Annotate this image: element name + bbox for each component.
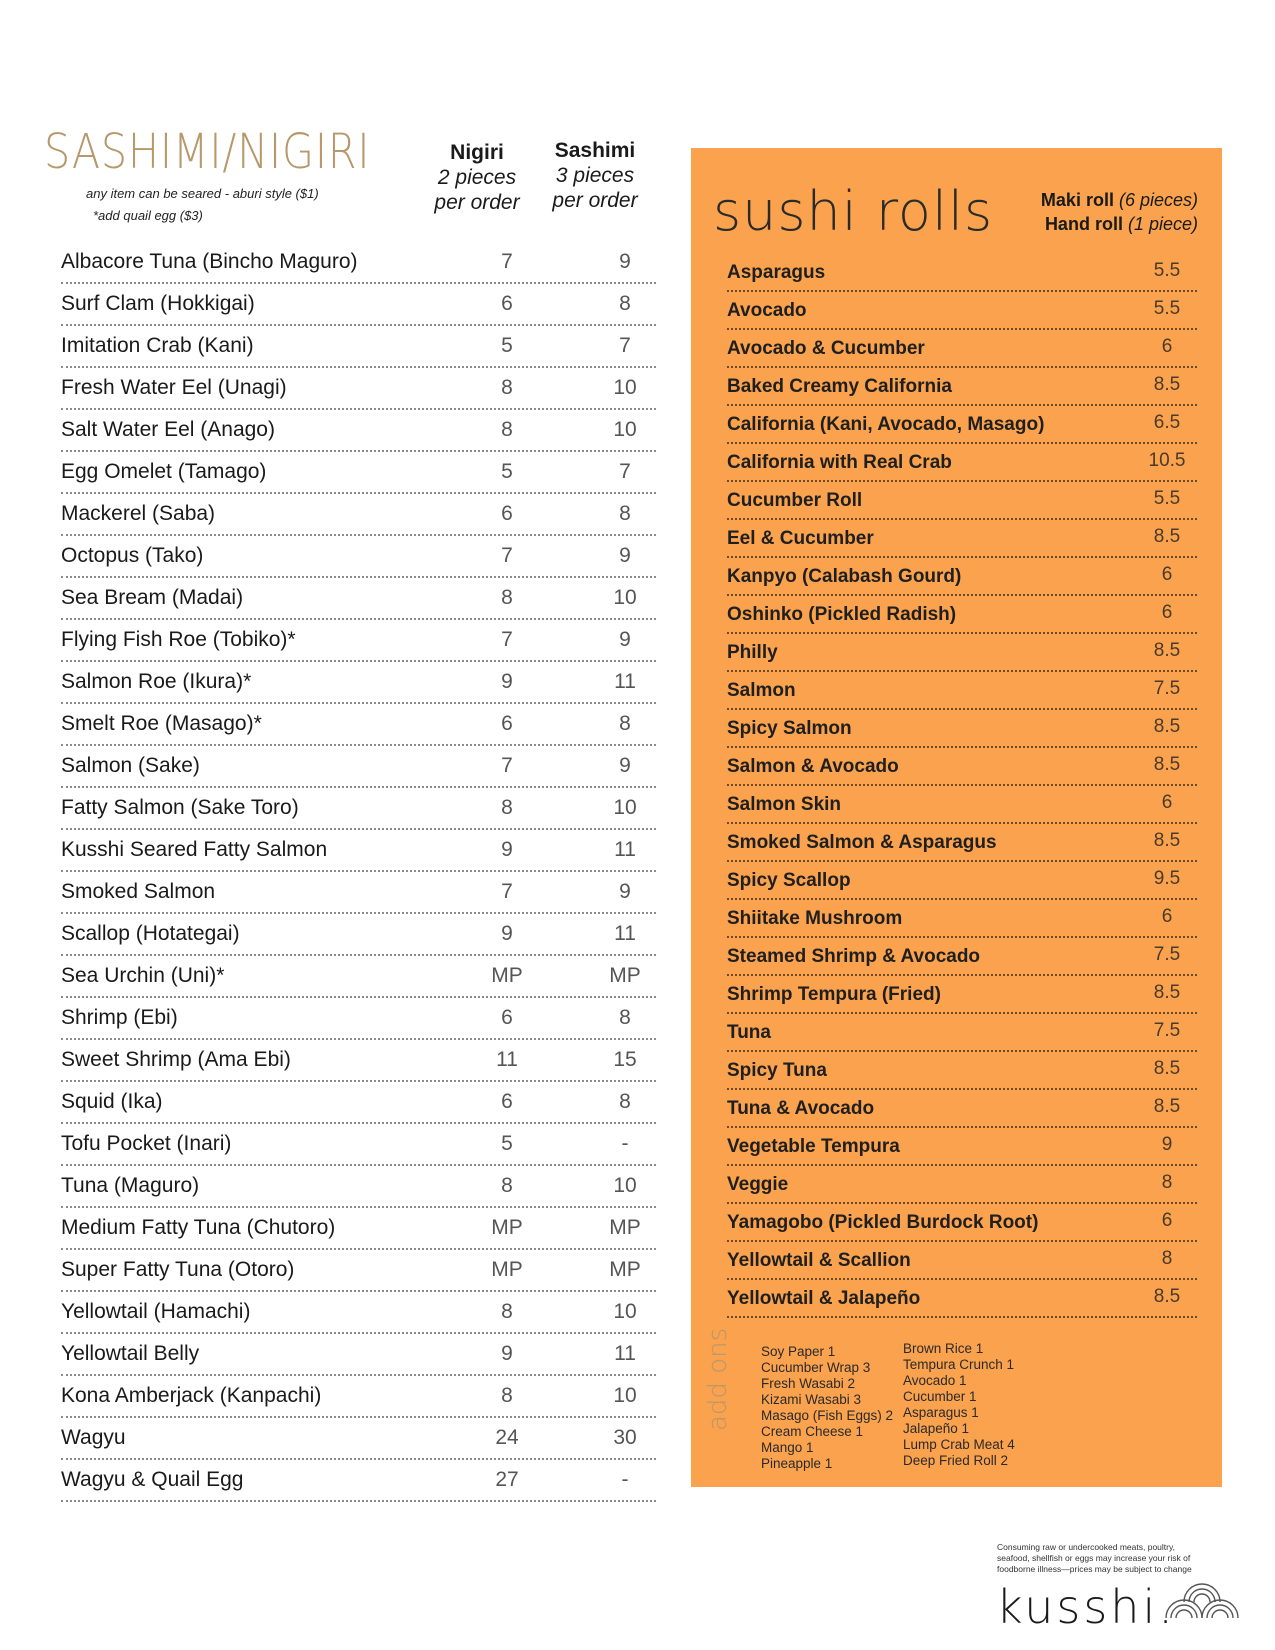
addon-item: Avocado 1 [903,1373,967,1388]
roll-price: 5.5 [1153,298,1181,319]
roll-name: Veggie [727,1174,789,1195]
sashimi-price: 11 [614,922,636,945]
roll-name: Yellowtail & Jalapeño [727,1288,921,1309]
roll-row [727,634,1197,672]
addon-item: Kizami Wasabi 3 [761,1392,862,1407]
addons-column-1 [761,1344,893,1472]
item-name: Sea Bream (Madai) [61,586,244,609]
addon-item: Deep Fried Roll 2 [903,1453,1009,1468]
roll-name: Spicy Scallop [727,870,851,891]
roll-price: 5.5 [1153,488,1181,509]
nigiri-row [61,1376,656,1418]
sashimi-price: MP [609,1258,641,1281]
roll-row [727,368,1197,406]
nigiri-row [61,620,656,662]
nigiri-price: 7 [501,628,513,651]
nigiri-price: 5 [501,1132,513,1155]
nigiri-price: 8 [501,586,513,609]
nigiri-row [61,326,656,368]
nigiri-row [61,1334,656,1376]
roll-name: Baked Creamy California [727,376,952,397]
nigiri-price: 8 [501,1384,513,1407]
maki-label: Maki roll [1040,190,1114,210]
nigiri-price: 9 [501,670,513,693]
sashimi-price: 10 [613,586,637,609]
nigiri-row [61,872,656,914]
item-name: Salt Water Eel (Anago) [61,418,275,441]
roll-name: Avocado [727,300,807,321]
sashimi-price: 8 [619,502,631,525]
addon-item: Soy Paper 1 [761,1344,836,1359]
nigiri-price: 9 [501,838,513,861]
roll-row [727,1090,1197,1128]
nigiri-row [61,704,656,746]
roll-row [727,444,1197,482]
nigiri-column-header [422,140,532,215]
hand-roll-info [1045,214,1198,235]
item-name: Sweet Shrimp (Ama Ebi) [61,1048,291,1071]
roll-name: Oshinko (Pickled Radish) [727,604,957,625]
roll-price: 8.5 [1153,1096,1181,1117]
roll-price: 8.5 [1153,716,1181,737]
nigiri-price: 8 [501,1300,513,1323]
nigiri-price: 24 [495,1426,519,1449]
nigiri-row [61,284,656,326]
sashimi-price: 11 [614,1342,636,1365]
roll-price: 8.5 [1153,1286,1181,1307]
sashimi-price: MP [609,964,641,987]
nigiri-row [61,746,656,788]
roll-name: Salmon [727,680,796,701]
roll-price: 8.5 [1153,1058,1181,1079]
item-name: Fatty Salmon (Sake Toro) [61,796,299,819]
sashimi-price: - [621,1468,629,1491]
sashimi-price: 15 [613,1048,637,1071]
roll-row [727,900,1197,938]
roll-name: Yellowtail & Scallion [727,1250,911,1271]
nigiri-price: 7 [501,880,513,903]
roll-price: 7.5 [1153,944,1181,965]
sashimi-per-order: per order [552,189,638,212]
roll-row [727,482,1197,520]
roll-row [727,292,1197,330]
nigiri-price: 11 [496,1048,518,1071]
item-name: Super Fatty Tuna (Otoro) [61,1258,295,1281]
roll-name: Steamed Shrimp & Avocado [727,946,981,967]
item-name: Surf Clam (Hokkigai) [61,292,255,315]
item-name: Smoked Salmon [61,880,216,903]
item-name: Flying Fish Roe (Tobiko)* [61,628,296,651]
sashimi-price: MP [609,1216,641,1239]
roll-price: 8.5 [1153,640,1181,661]
sushi-rolls-panel [691,148,1222,1487]
roll-row [727,1280,1197,1318]
roll-row [727,558,1197,596]
nigiri-row [61,1208,656,1250]
nigiri-row [61,494,656,536]
sashimi-price: 11 [614,670,636,693]
item-name: Albacore Tuna (Bincho Maguro) [61,250,358,273]
nigiri-price: 27 [495,1468,519,1491]
roll-row [727,1166,1197,1204]
sashimi-column-header [540,138,650,213]
hand-pieces: (1 piece) [1127,214,1198,234]
nigiri-row [61,1292,656,1334]
nigiri-row [61,1166,656,1208]
nigiri-row [61,1250,656,1292]
roll-name: Tuna [727,1022,771,1043]
nigiri-price: 8 [501,376,513,399]
sashimi-nigiri-list [61,242,656,1502]
roll-price: 6 [1161,602,1173,623]
roll-price: 5.5 [1153,260,1181,281]
nigiri-price: MP [491,1216,523,1239]
roll-price: 7.5 [1153,1020,1181,1041]
nigiri-price: 7 [501,250,513,273]
roll-name: Cucumber Roll [727,490,863,511]
item-name: Sea Urchin (Uni)* [61,964,225,987]
nigiri-row [61,410,656,452]
nigiri-row [61,578,656,620]
item-name: Medium Fatty Tuna (Chutoro) [61,1216,336,1239]
roll-row [727,748,1197,786]
nigiri-pieces: 2 pieces [437,166,517,189]
item-name: Mackerel (Saba) [61,502,216,525]
roll-row [727,824,1197,862]
roll-price: 6 [1161,792,1173,813]
nigiri-price: 6 [501,1090,513,1113]
nigiri-heading: Nigiri [450,141,504,164]
item-name: Scallop (Hotategai) [61,922,240,945]
sashimi-price: 9 [619,754,631,777]
nigiri-price: 7 [501,544,513,567]
roll-price: 8.5 [1153,982,1181,1003]
roll-row [727,786,1197,824]
nigiri-price: 9 [501,1342,513,1365]
roll-price: 6 [1161,564,1173,585]
sashimi-heading: Sashimi [554,139,636,162]
sashimi-pieces: 3 pieces [555,164,635,187]
item-name: Wagyu & Quail Egg [61,1468,244,1491]
nigiri-price: 6 [501,292,513,315]
roll-name: Spicy Salmon [727,718,852,739]
food-safety-disclaimer: Consuming raw or undercooked meats, poultry, seafood, shellfish or eggs may increase your risk of foodborne illness—prices may be subject to change [997,1542,1192,1574]
nigiri-price: 5 [501,334,513,357]
sashimi-price: 8 [619,292,631,315]
roll-price: 6 [1161,906,1173,927]
nigiri-row [61,536,656,578]
maki-roll-info [1041,190,1198,211]
nigiri-row [61,242,656,284]
sashimi-price: 9 [619,628,631,651]
item-name: Salmon Roe (Ikura)* [61,670,252,693]
roll-row [727,1014,1197,1052]
roll-name: Smoked Salmon & Asparagus [727,832,997,853]
roll-row [727,938,1197,976]
roll-row [727,520,1197,558]
kusshi-logo: kusshi. [996,1580,1176,1634]
nigiri-row [61,914,656,956]
roll-price: 8.5 [1153,754,1181,775]
nigiri-price: MP [491,964,523,987]
roll-price: 7.5 [1153,678,1181,699]
sashimi-price: 7 [619,334,631,357]
roll-name: Vegetable Tempura [727,1136,900,1157]
nigiri-row [61,1124,656,1166]
item-name: Shrimp (Ebi) [61,1006,178,1029]
roll-row [727,862,1197,900]
roll-price: 8 [1161,1248,1173,1269]
nigiri-price: 6 [501,712,513,735]
nigiri-row [61,662,656,704]
nigiri-row [61,1418,656,1460]
roll-name: California (Kani, Avocado, Masago) [727,414,1045,435]
quail-egg-note: *add quail egg ($3) [93,208,203,223]
addon-item: Cucumber 1 [903,1389,977,1404]
roll-price: 8.5 [1153,526,1181,547]
nigiri-price: 6 [501,502,513,525]
roll-price: 6 [1161,1210,1173,1231]
roll-name: Salmon & Avocado [727,756,899,777]
sashimi-price: 10 [613,376,637,399]
roll-price: 8.5 [1153,830,1181,851]
nigiri-row [61,1082,656,1124]
addon-item: Cucumber Wrap 3 [761,1360,871,1375]
sashimi-price: 9 [619,250,631,273]
addon-item: Asparagus 1 [903,1405,979,1420]
roll-name: Salmon Skin [727,794,842,815]
item-name: Wagyu [61,1426,126,1449]
addon-item: Masago (Fish Eggs) 2 [761,1408,894,1423]
roll-row [727,1052,1197,1090]
sashimi-price: 8 [619,1006,631,1029]
maki-pieces: (6 pieces) [1118,190,1198,210]
sashimi-price: 7 [619,460,631,483]
roll-name: Philly [727,642,778,663]
rolls-title: sushi rolls [713,180,994,243]
nigiri-price: 8 [501,1174,513,1197]
nigiri-row [61,1040,656,1082]
item-name: Octopus (Tako) [61,544,204,567]
addon-item: Pineapple 1 [761,1456,833,1471]
roll-row [727,710,1197,748]
nigiri-price: 8 [501,418,513,441]
roll-row [727,330,1197,368]
item-name: Tuna (Maguro) [61,1174,200,1197]
item-name: Kusshi Seared Fatty Salmon [61,838,328,861]
nigiri-row [61,956,656,998]
sashimi-price: - [621,1132,629,1155]
addon-item: Lump Crab Meat 4 [903,1437,1015,1452]
item-name: Tofu Pocket (Inari) [61,1132,232,1155]
roll-row [727,1204,1197,1242]
wave-logo-icon [1164,1578,1240,1622]
roll-name: Shrimp Tempura (Fried) [727,984,941,1005]
roll-price: 9.5 [1153,868,1181,889]
nigiri-price: 8 [501,796,513,819]
nigiri-row [61,452,656,494]
item-name: Kona Amberjack (Kanpachi) [61,1384,322,1407]
nigiri-row [61,830,656,872]
roll-row [727,1242,1197,1280]
roll-row [727,672,1197,710]
roll-name: Tuna & Avocado [727,1098,875,1119]
nigiri-price: MP [491,1258,523,1281]
nigiri-price: 7 [501,754,513,777]
item-name: Yellowtail Belly [61,1342,200,1365]
roll-price: 6 [1161,336,1173,357]
addon-item: Fresh Wasabi 2 [761,1376,856,1391]
addon-item: Cream Cheese 1 [761,1424,864,1439]
roll-row [727,1128,1197,1166]
addon-item: Mango 1 [761,1440,814,1455]
roll-price: 9 [1161,1134,1173,1155]
sashimi-price: 10 [613,796,637,819]
rolls-list [727,254,1197,1318]
roll-name: Yamagobo (Pickled Burdock Root) [727,1212,1039,1233]
sashimi-price: 8 [619,1090,631,1113]
roll-name: Avocado & Cucumber [727,338,925,359]
addons-label: add ons [703,1327,733,1431]
sashimi-price: 10 [613,1384,637,1407]
nigiri-row [61,1460,656,1502]
item-name: Fresh Water Eel (Unagi) [61,376,287,399]
roll-name: Shiitake Mushroom [727,908,903,929]
roll-name: Eel & Cucumber [727,528,874,549]
roll-price: 8.5 [1153,374,1181,395]
nigiri-price: 6 [501,1006,513,1029]
addon-item: Brown Rice 1 [903,1341,984,1356]
nigiri-per-order: per order [434,191,520,214]
nigiri-row [61,788,656,830]
roll-row [727,406,1197,444]
sashimi-price: 9 [619,544,631,567]
sashimi-price: 9 [619,880,631,903]
sashimi-price: 30 [613,1426,637,1449]
nigiri-row [61,998,656,1040]
nigiri-price: 5 [501,460,513,483]
roll-name: California with Real Crab [727,452,952,473]
addons-column-2 [903,1341,1015,1469]
roll-row [727,596,1197,634]
sashimi-price: 8 [619,712,631,735]
addon-item: Jalapeño 1 [903,1421,970,1436]
roll-row [727,976,1197,1014]
addon-item: Tempura Crunch 1 [903,1357,1015,1372]
sashimi-price: 10 [613,418,637,441]
item-name: Salmon (Sake) [61,754,200,777]
hand-label: Hand roll [1044,214,1123,234]
sashimi-title: SASHIMI/NIGIRI [44,124,371,180]
item-name: Squid (Ika) [61,1090,163,1113]
roll-price: 8 [1161,1172,1173,1193]
sashimi-price: 11 [614,838,636,861]
sashimi-price: 10 [613,1300,637,1323]
nigiri-row [61,368,656,410]
aburi-note: any item can be seared - aburi style ($1) [86,186,319,201]
item-name: Imitation Crab (Kani) [61,334,254,357]
roll-name: Spicy Tuna [727,1060,827,1081]
sashimi-price: 10 [613,1174,637,1197]
item-name: Yellowtail (Hamachi) [61,1300,251,1323]
nigiri-price: 9 [501,922,513,945]
item-name: Egg Omelet (Tamago) [61,460,267,483]
roll-name: Asparagus [727,262,826,283]
roll-row [727,254,1197,292]
roll-name: Kanpyo (Calabash Gourd) [727,566,962,587]
roll-price: 6.5 [1153,412,1181,433]
roll-price: 10.5 [1148,450,1186,471]
item-name: Smelt Roe (Masago)* [61,712,262,735]
